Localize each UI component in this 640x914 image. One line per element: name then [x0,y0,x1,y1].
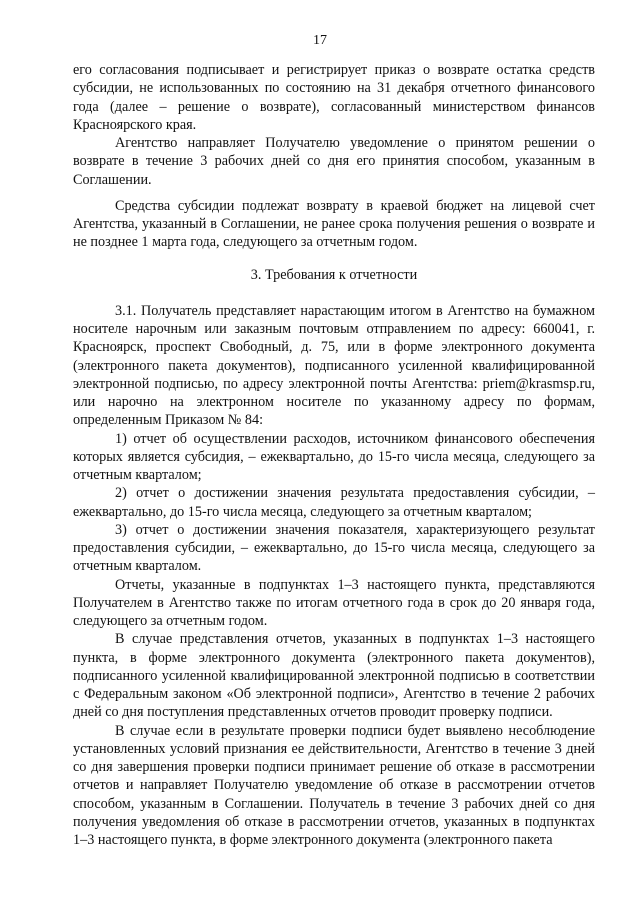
list-item-indicator-report: 3) отчет о достижении значения показателя, характеризующего результат предоставления субсидии, – ежеквартально, до 15-го числа месяца, следующего за отчетным кварталом. [73,521,595,575]
page-number: 17 [313,33,327,48]
paragraph-annual-reports: Отчеты, указанные в подпунктах 1–3 настоящего пункта, представляются Получателем в Агентство также по итогам отчетного года в срок до 20 января года, следующего за отчетным годом. [73,576,595,629]
list-item-result-report: 2) отчет о достижении значения результата предоставления субсидии, – ежеквартально, до 15-го числа месяца, следующего за отчетным кварталом; [73,485,595,520]
document-body [73,61,595,849]
paragraph-rejection: В случае если в результате проверки подписи будет выявлено несоблюдение установленных условий признания ее действительности, Агентство в течение 3 дней со дня завершения проверки подписи принимает решение об отказе в рассмотрении отчетов и направляет Получателю уведомление об отказе в рассмотрении отчетов способом, указанным в Соглашении. Получатель в течение 3 рабочих дней со дня получения уведомления об отказе в рассмотрении отчетов, указанных в подпунктах 1–3 настоящего пункта, в форме электронного документа (электронного пакета [73,722,595,848]
paragraph-refund-terms: Средства субсидии подлежат возврату в краевой бюджет на лицевой счет Агентства, указанный в Соглашении, не ранее срока получения решения о возврате и не позднее 1 марта года, следующего за отчетным годом. [73,197,595,251]
paragraph-reporting-intro: 3.1. Получатель представляет нарастающим итогом в Агентство на бумажном носителе нарочным или заказным почтовым отправлением по адресу: 660041, г. Красноярск, проспект Свободный, д. 75, или в форме электронного документа (электронного пакета документов), подписанного усиленной квалифицированной электронной подписью, по адресу электронной почты Агентства: priem@krasmsp.ru, или нарочно на электронном носителе по указанному адресу по формам, определенным Приказом № 84: [73,302,595,429]
paragraph-notification: Агентство направляет Получателю уведомление о принятом решении о возврате в течение 3 рабочих дней со дня его принятия способом, указанным в Соглашении. [73,135,595,188]
list-item-expense-report: 1) отчет об осуществлении расходов, источником финансового обеспечения которых является субсидия, – ежеквартально, до 15-го числа месяца, следующего за отчетным кварталом; [73,430,595,483]
paragraph-signature-check: В случае представления отчетов, указанных в подпунктах 1–3 настоящего пункта, в форме электронного документа (электронного пакета документов), подписанного усиленной квалифицированной электронной подписью в соответствии с Федеральным законом «Об электронной подписи», Агентство в течение 2 рабочих дней со дня поступления представленных отчетов проводит проверку подписи. [73,631,595,721]
section-heading: 3. Требования к отчетности [250,266,418,283]
paragraph-refund-order: его согласования подписывает и регистрирует приказ о возврате остатка средств субсидии, не использованных по состоянию на 31 декабря отчетного финансового года (далее – решение о возврате), согласованный министерством финансов Красноярского края. [73,62,595,133]
